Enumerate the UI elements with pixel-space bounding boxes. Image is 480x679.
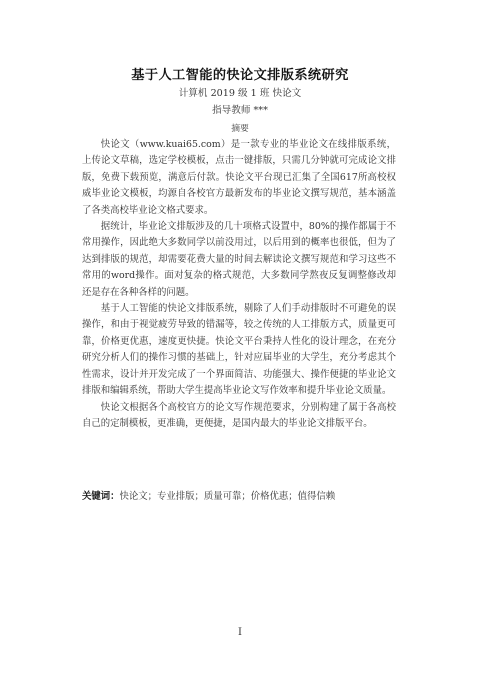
author-class-line: 计算机 2019 级 1 班 快论文	[178, 88, 302, 99]
keywords-text: 快论文；专业排版；质量可靠；价格优惠；值得信赖	[119, 491, 336, 502]
abstract-paragraph-3: 基于人工智能的快论文排版系统，剔除了人们手动排版时不可避免的误操作，和由于视觉疲劳导致的错漏等，较之传统的人工排版方式，质量更可靠，价格更优惠，速度更快捷。快论文平台秉持人性化的设计理念，在充分研究分析人们的操作习惯的基础上，针对应届毕业的大学生，充分考虑其个性需求，设计并开发完成了一个界面简洁、功能强大、操作便捷的毕业论文排版和编辑系统，帮助大学生提高毕业论文写作效率和提升毕业论文质量。	[82, 303, 396, 397]
abstract-paragraph-1: 快论文（www.kuai65.com）是一款专业的毕业论文在线排版系统，上传论文草稿，选定学校模板，点击一键排版，只需几分钟就可完成论文排版，免费下载预览，满意后付款。快论文平台现已汇集了全国617所高校权威毕业论文模板，均源自各校官方最新发布的毕业论文撰写规范，基本涵盖了各类高校毕业论文格式要求。	[82, 139, 396, 216]
advisor-line: 指导教师 ***	[212, 105, 268, 116]
abstract-heading: 摘要	[231, 124, 249, 134]
page-title: 基于人工智能的快论文排版系统研究	[131, 68, 349, 83]
abstract-paragraph-2: 据统计，毕业论文排版涉及的几十项格式设置中，80%的操作都属于不常用操作，因此绝大多数同学以前没用过，以后用到的概率也很低，但为了达到排版的规范，却需要花费大量的时间去解读论文撰写规范和学习这些不常用的word操作。面对复杂的格式规范，大多数同学熬夜反复调整修改却还是存在各种各样的问题。	[82, 221, 396, 298]
abstract-body	[82, 137, 396, 432]
abstract-paragraph-4: 快论文根据各个高校官方的论文写作规范要求，分别构建了属于各高校自己的定制模板，更准确，更便捷，是国内最大的毕业论文排版平台。	[82, 401, 396, 429]
page-number: I	[238, 627, 242, 638]
keywords-label: 关键词：	[82, 491, 120, 502]
keywords-line	[82, 488, 396, 502]
